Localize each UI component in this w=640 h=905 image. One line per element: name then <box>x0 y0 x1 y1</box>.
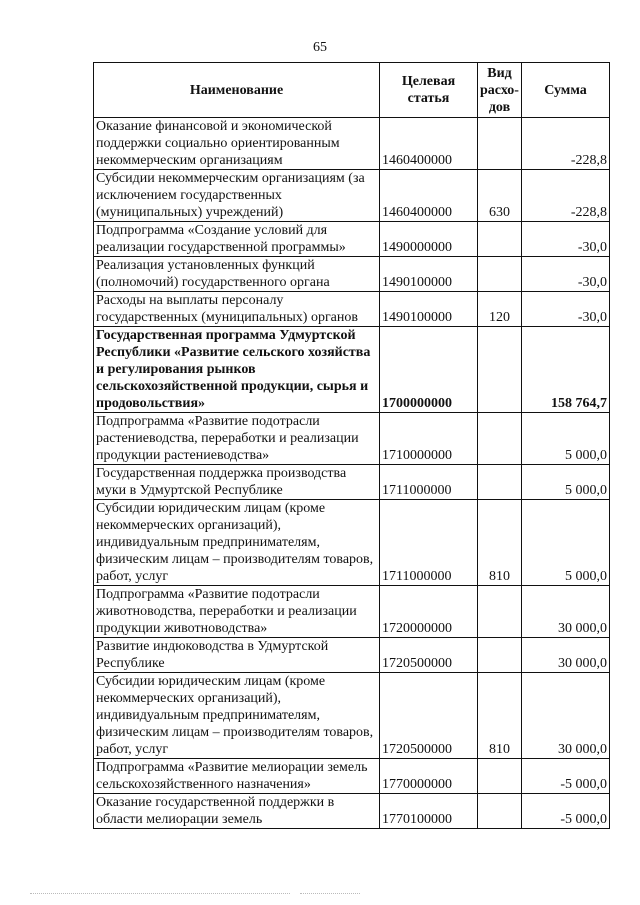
row-sum-cell: 30 000,0 <box>522 586 610 638</box>
row-name-cell: Субсидии юридическим лицам (кроме некоммерческих организаций), индивидуальным предпринимателям, физическим лицам – производителям товаров, работ, услуг <box>94 500 380 586</box>
row-sum-cell: -30,0 <box>522 222 610 257</box>
table-row <box>94 500 610 586</box>
row-code-cell: 1490000000 <box>380 222 478 257</box>
row-type-cell: 120 <box>478 292 522 327</box>
row-code-cell: 1460400000 <box>380 118 478 170</box>
row-code-cell: 1710000000 <box>380 413 478 465</box>
row-name-cell: Оказание финансовой и экономической поддержки социально ориентированным некоммерческим организациям <box>94 118 380 170</box>
row-code-cell: 1711000000 <box>380 500 478 586</box>
row-type-cell <box>478 794 522 829</box>
row-sum-cell: -228,8 <box>522 170 610 222</box>
row-sum-cell: -5 000,0 <box>522 759 610 794</box>
row-sum-cell: 30 000,0 <box>522 673 610 759</box>
row-name-cell: Расходы на выплаты персоналу государственных (муниципальных) органов <box>94 292 380 327</box>
budget-table <box>93 62 610 829</box>
table-body <box>94 118 610 829</box>
row-type-cell <box>478 118 522 170</box>
footer-marks <box>30 893 290 896</box>
row-sum-cell: 5 000,0 <box>522 413 610 465</box>
table-row <box>94 759 610 794</box>
row-code-cell: 1700000000 <box>380 327 478 413</box>
header-sum: Сумма <box>522 63 610 118</box>
row-name-cell: Подпрограмма «Развитие подотрасли растениеводства, переработки и реализации продукции растениеводства» <box>94 413 380 465</box>
row-name-cell: Государственная поддержка производства муки в Удмуртской Республике <box>94 465 380 500</box>
table-row <box>94 638 610 673</box>
row-name-cell: Подпрограмма «Создание условий для реализации государственной программы» <box>94 222 380 257</box>
header-type: Вид расхо-дов <box>478 63 522 118</box>
row-code-cell: 1770100000 <box>380 794 478 829</box>
row-sum-cell: -30,0 <box>522 292 610 327</box>
row-code-cell: 1720500000 <box>380 673 478 759</box>
header-code: Целевая статья <box>380 63 478 118</box>
footer-marks-right <box>300 893 360 896</box>
table-row <box>94 413 610 465</box>
row-type-cell: 810 <box>478 500 522 586</box>
row-name-cell: Оказание государственной поддержки в области мелиорации земель <box>94 794 380 829</box>
row-code-cell: 1460400000 <box>380 170 478 222</box>
row-name-cell: Подпрограмма «Развитие мелиорации земель сельскохозяйственного назначения» <box>94 759 380 794</box>
row-code-cell: 1720000000 <box>380 586 478 638</box>
table-row <box>94 327 610 413</box>
row-code-cell: 1490100000 <box>380 257 478 292</box>
row-name-cell: Субсидии некоммерческим организациям (за исключением государственных (муниципальных) учреждений) <box>94 170 380 222</box>
row-type-cell <box>478 638 522 673</box>
table-row <box>94 673 610 759</box>
table-row <box>94 292 610 327</box>
row-type-cell: 630 <box>478 170 522 222</box>
row-sum-cell: -5 000,0 <box>522 794 610 829</box>
row-type-cell <box>478 759 522 794</box>
row-code-cell: 1720500000 <box>380 638 478 673</box>
row-sum-cell: -228,8 <box>522 118 610 170</box>
table-row <box>94 170 610 222</box>
row-name-cell: Реализация установленных функций (полномочий) государственного органа <box>94 257 380 292</box>
table-row <box>94 222 610 257</box>
table-row <box>94 586 610 638</box>
page-number: 65 <box>313 40 327 55</box>
row-sum-cell: 5 000,0 <box>522 465 610 500</box>
row-code-cell: 1490100000 <box>380 292 478 327</box>
row-sum-cell: 30 000,0 <box>522 638 610 673</box>
row-name-cell: Государственная программа Удмуртской Республики «Развитие сельского хозяйства и регулирования рынков сельскохозяйственной продукции, сырья и продовольствия» <box>94 327 380 413</box>
row-name-cell: Субсидии юридическим лицам (кроме некоммерческих организаций), индивидуальным предпринимателям, физическим лицам – производителям товаров, работ, услуг <box>94 673 380 759</box>
row-name-cell: Подпрограмма «Развитие подотрасли животноводства, переработки и реализации продукции животноводства» <box>94 586 380 638</box>
row-type-cell <box>478 465 522 500</box>
table-header-row <box>94 63 610 118</box>
row-type-cell <box>478 327 522 413</box>
row-code-cell: 1770000000 <box>380 759 478 794</box>
table-row <box>94 257 610 292</box>
row-code-cell: 1711000000 <box>380 465 478 500</box>
row-name-cell: Развитие индюководства в Удмуртской Республике <box>94 638 380 673</box>
row-type-cell: 810 <box>478 673 522 759</box>
row-sum-cell: -30,0 <box>522 257 610 292</box>
table-row <box>94 465 610 500</box>
header-name: Наименование <box>94 63 380 118</box>
table-row <box>94 118 610 170</box>
row-type-cell <box>478 222 522 257</box>
row-sum-cell: 158 764,7 <box>522 327 610 413</box>
row-type-cell <box>478 257 522 292</box>
row-sum-cell: 5 000,0 <box>522 500 610 586</box>
table-row <box>94 794 610 829</box>
row-type-cell <box>478 413 522 465</box>
row-type-cell <box>478 586 522 638</box>
